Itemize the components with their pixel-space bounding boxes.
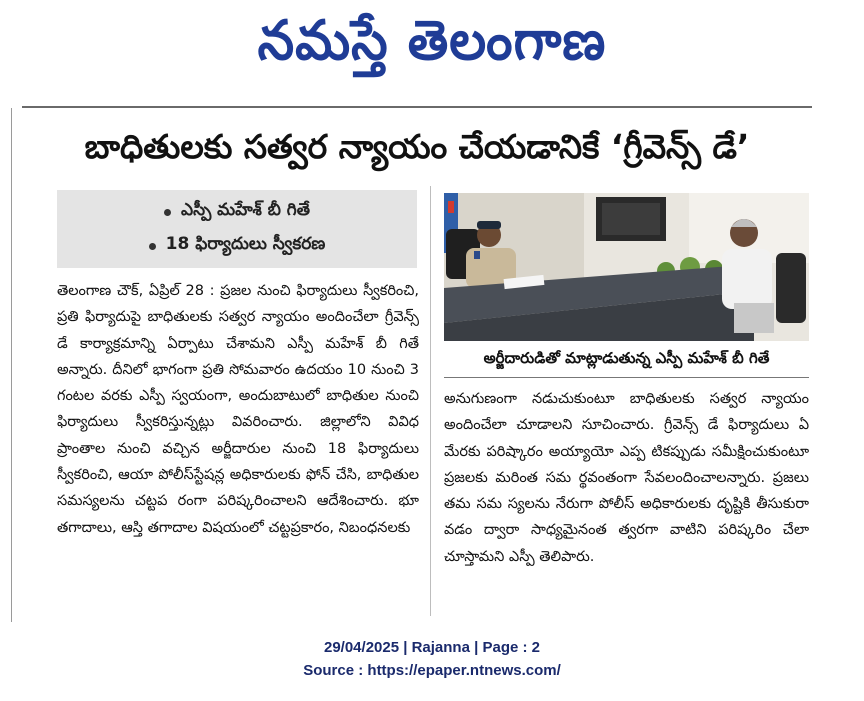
article-body-right: అనుగుణంగా నడుచుకుంటూ బాధితులకు సత్వర న్యాయం అందించేలా చూడాలని సూచించారు. గ్రీవెన్స్ డే ఫిర్యాదులు ఏ మేరకు పరిష్కారం అయ్యాయో ఎప్ప టికప్పుడు సమీక్షించుకుంటూ ప్రజలకు మరింత సమ ర్థవంతంగా సేవలందించాలన్నారు. ప్రజలు తమ సమ స్యలను నేరుగా పోలీస్ అధికారులకు దృష్టికి తీసుకురా వడం ద్వారా సాధ్యమైనంత త్వరగా వాటిని పరిష్కరిం చేలా చూస్తామని ఎస్పీ తెలిపారు. (444, 391, 809, 565)
highlight-item (164, 200, 310, 224)
bullet-icon (164, 209, 171, 216)
edition-info: 29/04/2025 | Rajanna | Page : 2 (323, 639, 540, 656)
news-photo (444, 193, 809, 341)
newspaper-logo: నమస్తే తెలంగాణ (257, 9, 607, 73)
highlight-item (149, 234, 326, 258)
left-margin-line (11, 108, 12, 622)
masthead (0, 2, 864, 80)
article-headline: బాధితులకు సత్వర న్యాయం చేయడానికే ‘గ్రీవెన్స్ డే’ (84, 126, 750, 166)
column-divider (430, 186, 431, 616)
page-footer (0, 636, 864, 682)
highlight-text: 18 ఫిర్యాదులు స్వీకరణ (165, 234, 326, 254)
source-link[interactable]: Source : https://epaper.ntnews.com/ (303, 662, 561, 679)
article-body-left: తెలంగాణ చౌక్, ఏప్రిల్ 28 : ప్రజల నుంచి ఫిర్యాదులు స్వీకరించి, ప్రతి ఫిర్యాదుపై బాధితులకు సత్వర న్యాయం అందించేలా గ్రీవెన్స్ డే కార్యాక్రమాన్ని ఏర్పాటు చేశామని ఎస్పీ మహేశ్ బీ గితే అన్నారు. దీనిలో భాగంగా ప్రతి సోమవారం ఉదయం 10 నుంచి 3 గంటల వరకు ఎస్పీ స్వయంగా, అందుబాటులో బాధితుల నుంచి ఫిర్యాదులు స్వీకరిస్తున్నట్లు వివరించారు. జిల్లాలోని వివిధ ప్రాంతాల నుంచి వచ్చిన అర్జీదారుల నుంచి 18 ఫిర్యాదులు స్వీకరించి, ఆయా పోలీస్‌స్టేషన్ల అధికారులకు ఫోన్ చేసి, బాధితుల సమస్యలను చట్టప రంగా పరిష్కరించాలని ఆదేశించారు. భూ తగాదాలు, ఆస్తి తగాదాల విషయంలో చట్టప్రకారం, నిబంధనలకు (57, 283, 419, 536)
photo-caption: అర్జీదారుడితో మాట్లాడుతున్న ఎస్పీ మహేశ్ బీ గితే (483, 349, 770, 367)
highlight-text: ఎస్పీ మహేశ్ బీ గితే (181, 200, 310, 220)
highlights-box (57, 190, 417, 268)
bullet-icon (149, 243, 156, 250)
caption-divider (444, 377, 809, 378)
office-meeting-photo (444, 193, 809, 341)
header-divider (22, 106, 812, 108)
